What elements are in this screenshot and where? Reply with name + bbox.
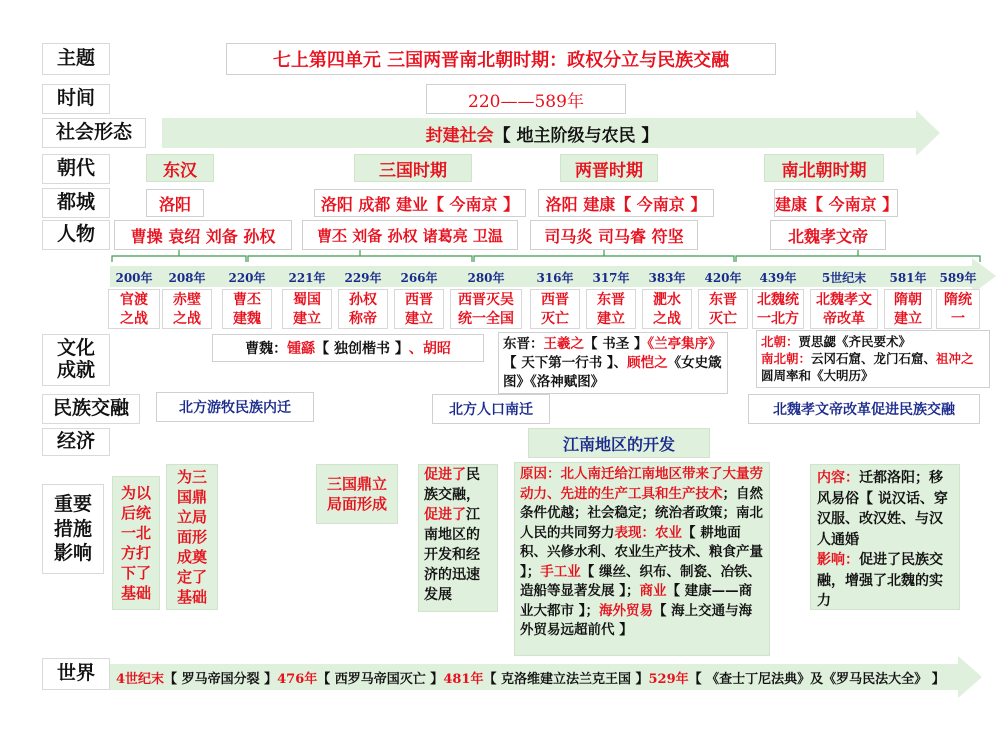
label-time: 时间 [42, 84, 110, 114]
culture-caowei [212, 334, 484, 362]
timeline-event: 淝水 之战 [642, 289, 692, 329]
capital-nanbeichao: 建康【 今南京 】 [774, 189, 898, 217]
measure-3: 三国鼎立局面形成 [316, 464, 398, 524]
measure-5-s3: 手工业 [540, 563, 581, 580]
timeline-event: 西晋灭吴 统一全国 [450, 289, 522, 329]
dynasty-sanguo: 三国时期 [354, 154, 472, 182]
timeline-year: 200年 [115, 271, 153, 285]
label-economy: 经济 [42, 428, 110, 456]
timeline-event: 官渡 之战 [108, 289, 160, 329]
measure-5-s2: 【 耕地面积、兴修水利、农业生产技术、粮食产量 】； [520, 524, 763, 580]
measure-6-i1: 影响： [817, 552, 859, 568]
culture-caowei-p3: 【 独创楷书 】 [315, 341, 409, 357]
people-sanguo: 曹丕 刘备 孙权 诸葛亮 卫温 [302, 220, 518, 250]
label-dynasty: 朝代 [42, 154, 110, 184]
timeline-year: 420年 [704, 271, 742, 285]
world-2-red: 481年 [443, 671, 484, 687]
timeline-year: 5世纪末 [821, 271, 867, 285]
label-culture: 文化 成就 [42, 334, 110, 386]
people-nanbeichao: 北魏孝文帝 [770, 220, 886, 250]
timeline-event: 隋朝 建立 [884, 289, 932, 329]
measure-5-s4: 【 缫丝、织布、制瓷、冶铁、造船等显著发展 】； [520, 563, 761, 599]
society-text [162, 118, 922, 148]
measure-5-r2: ；自然条件优越；社会稳定；统治者政策；南北人民的共同努力 [520, 485, 763, 541]
culture-b2: 贾思勰《齐民要术》 [798, 334, 912, 349]
capital-liangjin: 洛阳 建康【 今南京 】 [538, 189, 714, 217]
time-range: 220——589年 [426, 84, 626, 114]
timeline-event: 蜀国 建立 [282, 289, 332, 329]
culture-beichao-line [761, 333, 985, 350]
timeline-event: 赤壁 之战 [162, 289, 212, 329]
people-donghan: 曹操 袁绍 刘备 孙权 [114, 220, 292, 250]
label-measures: 重要 措施 影响 [42, 484, 104, 574]
label-capital: 都城 [42, 188, 110, 218]
timeline-year: 229年 [344, 271, 382, 285]
timeline-event: 西晋 建立 [394, 289, 444, 329]
culture-n4: 圆周率和《大明历》 [761, 368, 874, 383]
culture-dongjin-p5: 【 天下第一行书 】、 [503, 355, 628, 371]
world-line [116, 664, 966, 690]
ethnic-2: 北方人口南迁 [432, 394, 550, 424]
people-liangjin: 司马炎 司马睿 符坚 [530, 220, 698, 250]
timeline-event: 隋统 一 [936, 289, 980, 329]
culture-caowei-p4: 、胡昭 [408, 341, 451, 357]
timeline-event: 北魏统 一北方 [752, 289, 804, 329]
measure-1: 为以后统一北方打下了基础 [112, 476, 160, 610]
label-ethnic: 民族交融 [42, 394, 140, 424]
culture-dongjin-p4: 《兰亭集序》 [647, 336, 722, 352]
culture-n2: 云冈石窟、龙门石窟、 [811, 351, 937, 366]
measure-4-p2: 民族交融， [424, 467, 480, 503]
culture-nanbei [756, 330, 990, 388]
timeline-year: 581年 [889, 271, 927, 285]
timeline-year: 383年 [648, 271, 686, 285]
label-world: 世界 [42, 658, 110, 690]
capital-sanguo: 洛阳 成都 建业【 今南京 】 [314, 189, 526, 217]
timeline-year: 266年 [400, 271, 438, 285]
label-theme: 主题 [42, 43, 110, 75]
measure-5-s7: 海外贸易 [598, 602, 653, 619]
dynasty-nanbeichao: 南北朝时期 [764, 154, 884, 182]
timeline-event: 东晋 灭亡 [698, 289, 748, 329]
measure-5-s8: 【 海上交通与海外贸易远超前代 】 [520, 602, 753, 638]
economy-box: 江南地区的开发 [528, 428, 710, 458]
label-people: 人物 [42, 220, 110, 250]
measure-4-p4: 江南地区的开发和经济的迅速发展 [424, 507, 480, 603]
world-3-red: 529年 [648, 671, 689, 687]
world-0-red: 4世纪末 [116, 671, 165, 687]
timeline-year: 221年 [288, 271, 326, 285]
culture-n1: 南北朝： [761, 351, 812, 366]
ethnic-3: 北魏孝文帝改革促进民族交融 [748, 394, 980, 424]
culture-dongjin-p1: 东晋： [503, 336, 544, 352]
timeline-year: 439年 [759, 271, 797, 285]
timeline-event: 北魏孝文 帝改革 [810, 289, 878, 329]
label-society: 社会形态 [42, 118, 146, 148]
society-red: 封建社会 [425, 125, 494, 146]
timeline-event: 曹丕 建魏 [222, 289, 272, 329]
measure-6-i2: 促进了民族交融，增强了北魏的实力 [817, 552, 943, 609]
measure-6-c2: 迁都洛阳；移风易俗【 说汉话、穿汉服、改汉姓、与汉人通婚 [817, 470, 948, 548]
culture-dongjin-p2: 王羲之 [543, 336, 584, 352]
timeline-year: 220年 [228, 271, 266, 285]
world-3-black: 【 《查士丁尼法典》及《罗马民法大全》 】 [688, 671, 945, 687]
measure-2: 为三国鼎立局面形成奠定了基础 [166, 464, 218, 610]
dynasty-donghan: 东汉 [146, 154, 214, 182]
timeline-year: 280年 [467, 271, 505, 285]
culture-dongjin [498, 332, 728, 394]
world-1-black: 【 西罗马帝国灭亡 】 [317, 671, 444, 687]
measure-4-p3: 促进了 [424, 507, 466, 523]
timeline-year: 317年 [592, 271, 630, 285]
culture-caowei-p2: 锺繇 [287, 341, 316, 357]
timeline-event: 孙权 称帝 [338, 289, 388, 329]
timeline-year: 316年 [536, 271, 574, 285]
world-0-black: 【 罗马帝国分裂 】 [164, 671, 278, 687]
measure-4 [418, 464, 498, 612]
culture-caowei-p1: 曹魏： [245, 341, 288, 357]
measure-5 [514, 462, 770, 656]
culture-dongjin-p7: 《女史箴图》《洛神赋图》 [503, 355, 722, 390]
measure-6-c1: 内容： [817, 470, 859, 486]
society-black: 【 地主阶级与农民 】 [493, 125, 659, 146]
capital-donghan: 洛阳 [146, 189, 204, 217]
measure-5-s6: 【 建康——商业大都市 】； [520, 583, 753, 619]
measure-5-r1: 原因：北人南迁给江南地区带来了大量劳动力、先进的生产工具和生产技术 [520, 466, 763, 502]
culture-b1: 北朝： [761, 334, 799, 349]
theme-title: 七上第四单元 三国两晋南北朝时期：政权分立与民族交融 [226, 43, 776, 75]
culture-nanbeichao-line [761, 350, 985, 384]
ethnic-1: 北方游牧民族内迁 [156, 392, 314, 422]
timeline-year: 208年 [168, 271, 206, 285]
measure-6 [810, 464, 960, 610]
culture-n3: 祖冲之 [936, 351, 974, 366]
measure-4-p1: 促进了 [424, 467, 466, 483]
measure-5-s1: 表现：农业 [614, 524, 682, 541]
culture-dongjin-p3: 【 书圣 】 [584, 336, 648, 352]
world-1-red: 476年 [277, 671, 318, 687]
measure-5-s5: 商业 [639, 583, 667, 599]
world-2-black: 【 克洛维建立法兰克王国 】 [483, 671, 649, 687]
dynasty-liangjin: 两晋时期 [560, 154, 658, 182]
culture-dongjin-p6: 顾恺之 [627, 355, 668, 371]
timeline-event: 东晋 建立 [586, 289, 636, 329]
timeline-year: 589年 [939, 271, 977, 285]
timeline-event: 西晋 灭亡 [530, 289, 580, 329]
timeline-braces [112, 250, 980, 262]
